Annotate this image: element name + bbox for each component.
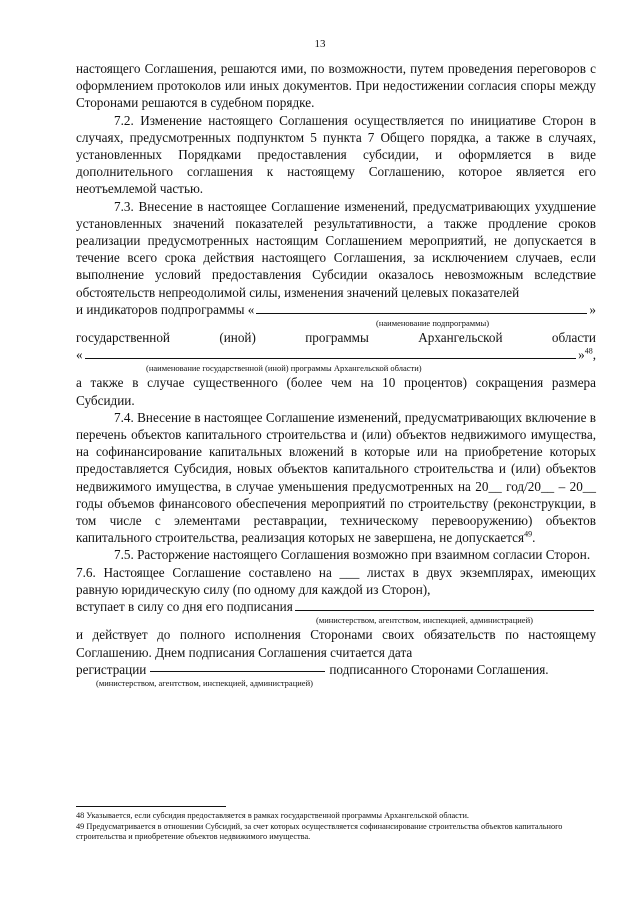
program-open-quote: « [76,347,83,363]
state-program-word: (иной) [219,330,256,346]
registration-end: подписанного Сторонами Соглашения. [329,661,549,677]
state-program-line [76,329,596,346]
signing-text: вступает в силу со дня его подписания [76,599,293,615]
paragraph-7-1-end: настоящего Соглашения, решаются ими, по возможности, путем проведения переговоров с оформлением протоколов или иных документов. При недостижении согласия споры между Сторонами решаются в судебном порядке. [76,61,596,111]
registration-blank [150,661,325,672]
program-name-line [76,346,596,363]
footnote-separator [76,806,226,807]
registration-text: регистрации [76,661,147,677]
program-blank [85,346,577,359]
footnotes [76,811,596,843]
subprogram-suffix: » [589,301,596,317]
paragraph-7-6: 7.6. Настоящее Соглашение составлено на ___ листах в двух экземплярах, имеющих равную юридическую силу (по одному для каждой из Сторон), [76,564,596,597]
signing-line [76,598,596,615]
state-program-word: государственной [76,330,170,346]
paragraph-7-5: 7.5. Расторжение настоящего Соглашения возможно при взаимном согласии Сторон. [114,547,591,563]
subprogram-line [76,301,596,318]
signing-blank [295,598,594,611]
subprogram-prefix: и индикаторов подпрограммы « [76,301,255,317]
subprogram-blank [256,301,587,314]
registration-line [76,661,596,678]
paragraph-7-4: 7.4. Внесение в настоящее Соглашение изменений, предусматривающих включение в перечень объектов капитального строительства и (или) объектов недвижимого имущества, на софинансирование капитальных вложений в которые или на приобретение которых предоставляется Субсидия, новых объектов капитального строительства и (или) объектов недвижимого имущества, в случае уменьшения предусмотренных на 20__ год/20__ – 20__ годы объемов финансового обеспечения мероприятий по строительству (реконструкции, в том числе с элементами реставрации, техническому перевооружению) объектов капитального строительства, реализация которых не завершена, не допускается$^{49}$. [76,409,596,546]
program-close: »$^{48}$, [578,346,596,363]
ministry-caption-1: (министерством, агентством, инспекцией, администрацией) [316,615,533,626]
footnote-48: 48 Указывается, если субсидия предоставляется в рамках государственной программы Архангельской области. [76,811,469,820]
state-program-word: Архангельской [418,330,503,346]
paragraph-7-3: 7.3. Внесение в настоящее Соглашение изменений, предусматривающих ухудшение установленных значений показателей результативности, а также продление сроков реализации предусмотренных настоящим Соглашением мероприятий, не допускается в течение всего срока действия настоящего Соглашения, за исключением случаев, если выполнение условий предоставления Субсидии оказалось невозможным вследствие обстоятельств непреодолимой силы, изменения значений целевых показателей [76,198,596,300]
subprogram-caption: (наименование подпрограммы) [376,318,490,329]
page-number: 13 [314,38,326,50]
footnote-49: 49 Предусматривается в отношении Субсидий, за счет которых осуществляется софинансирование строительства объектов капитального строительства и приобретение объектов недвижимого имущества. [76,821,563,841]
ministry-caption-2: (министерством, агентством, инспекцией, администрацией) [96,677,313,688]
state-program-word: области [551,330,596,346]
paragraph-7-2: 7.2. Изменение настоящего Соглашения осуществляется по инициативе Сторон в случаях, предусмотренных подпунктом 5 пункта 7 Общего порядка, а также в случаях, установленных Порядками предоставления субсидии, и оформляется в виде дополнительного соглашения к настоящему Соглашению, которое является его неотъемлемой частью. [76,112,596,197]
footnote-ref-48: 48 [584,346,593,356]
program-caption: (наименование государственной (иной) программы Архангельской области) [146,363,422,374]
document-body [76,60,596,689]
footnote-ref-49: 49 [524,529,533,539]
paragraph-7-6-cont: и действует до полного исполнения Сторонами своих обязательств по настоящему Соглашению. Днем подписания Соглашения считается дата [76,627,596,660]
state-program-word: программы [305,330,369,346]
paragraph-7-3-end: а также в случае существенного (более чем на 10 процентов) сокращения размера Субсидии. [76,375,596,408]
